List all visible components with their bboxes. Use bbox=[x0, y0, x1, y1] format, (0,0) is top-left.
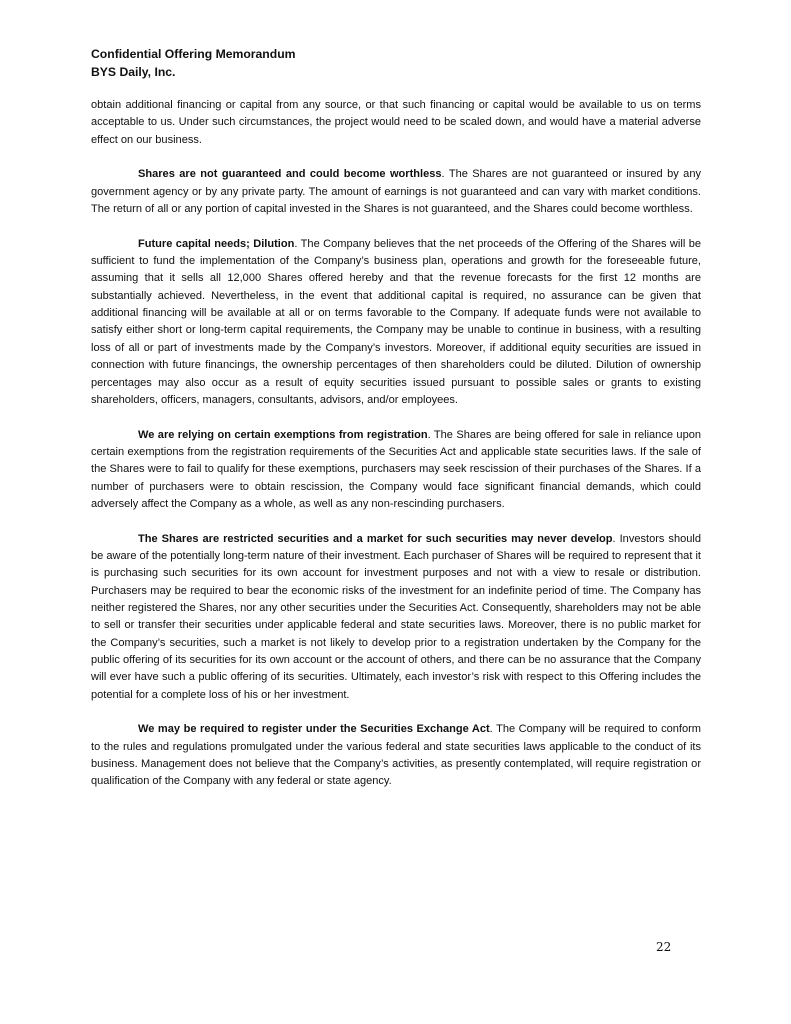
risk-factor-shares-not-guaranteed bbox=[91, 166, 701, 218]
memorandum-title: Confidential Offering Memorandum bbox=[91, 47, 296, 61]
risk-factor-text: . The Shares are not guaranteed or insured by any government agency or by any private party. The amount of earnings is not guaranteed and can vary with market conditions. The return of all or any portion of capital invested in the Shares is not guaranteed, and the Shares could become worthless. bbox=[91, 168, 701, 216]
paragraph-text: obtain additional financing or capital from any source, or that such financing or capital would be available to us on terms acceptable to us. Under such circumstances, the project would need to be scaled down, and would have a material adverse effect on our business. bbox=[91, 99, 701, 146]
risk-factor-text: . The Company will be required to conform to the rules and regulations promulgated under the various federal and state securities laws applicable to the conduct of its business. Management does not believe that the Company’s activities, as presently contemplated, will require registration or qualification of the Company with any federal or state agency. bbox=[91, 723, 701, 788]
risk-factor-future-capital-needs bbox=[91, 236, 701, 409]
company-name: BYS Daily, Inc. bbox=[91, 65, 176, 79]
document-header bbox=[91, 45, 295, 81]
risk-factor-heading: Shares are not guaranteed and could become worthless bbox=[138, 168, 442, 181]
risk-factor-heading: We are relying on certain exemptions from registration bbox=[138, 428, 428, 441]
page-number: 22 bbox=[656, 940, 672, 954]
risk-factor-text: . The Shares are being offered for sale in reliance upon certain exemptions from the registration requirements of the Securities Act and applicable state securities laws. If the sale of the Shares were to fail to qualify for these exemptions, purchasers may seek rescission of their purchases of the Shares. If a number of purchasers were to obtain rescission, the Company would face significant financial demands, which could adversely affect the Company as a whole, as well as any non-rescinding purchasers. bbox=[91, 428, 701, 510]
risk-factor-registration-exemptions bbox=[91, 427, 701, 514]
risk-factor-text: . The Company believes that the net proceeds of the Offering of the Shares will be sufficient to fund the implementation of the Company’s business plan, operations and growth for the foreseeable future, assuming that it sells all 12,000 Shares offered hereby and that the revenue forecasts for the first 12 months are substantially achieved. Nevertheless, in the event that additional capital is required, no assurance can be given that additional financing will be available at all or on terms favorable to the Company. If adequate funds were not available to satisfy either short or long-term capital requirements, the Company may be unable to continue in business, with a resulting loss of all or part of investments made by the Company’s investors. Moreover, if additional equity securities are issued in connection with future financings, the ownership percentages of then shareholders could be diluted. Dilution of ownership percentages may also occur as a result of equity securities issued pursuant to possible sales or grants to existing shareholders, officers, managers, consultants, advisors, and/or employees. bbox=[91, 237, 701, 406]
risk-factor-heading: We may be required to register under the Securities Exchange Act bbox=[138, 723, 490, 736]
risk-factor-restricted-securities bbox=[91, 531, 701, 704]
risk-factor-exchange-act-registration bbox=[91, 721, 701, 790]
document-body bbox=[91, 97, 701, 808]
paragraph-continuation bbox=[91, 97, 701, 149]
risk-factor-text: . Investors should be aware of the potentially long-term nature of their investment. Each purchaser of Shares will be required to represent that it is purchasing such securities for its own account for investment purposes and not with a view to resale or distribution. Purchasers may be required to bear the economic risks of the investment for an indefinite period of time. The Company has neither registered the Shares, nor any other securities under the Securities Act. Consequently, shareholders may not be able to sell or transfer their securities under applicable federal and state securities laws. Moreover, there is no public market for the Company’s securities, such a market is not likely to develop prior to a registration undertaken by the Company for the public offering of its securities for its own account or the account of others, and there can be no assurance that the Company will ever have such a public offering of its securities. Ultimately, each investor’s risk with respect to this Offering includes the potential for a complete loss of his or her investment. bbox=[91, 532, 701, 701]
risk-factor-heading: Future capital needs; Dilution bbox=[138, 237, 295, 250]
risk-factor-heading: The Shares are restricted securities and a market for such securities may never develop bbox=[138, 532, 613, 545]
